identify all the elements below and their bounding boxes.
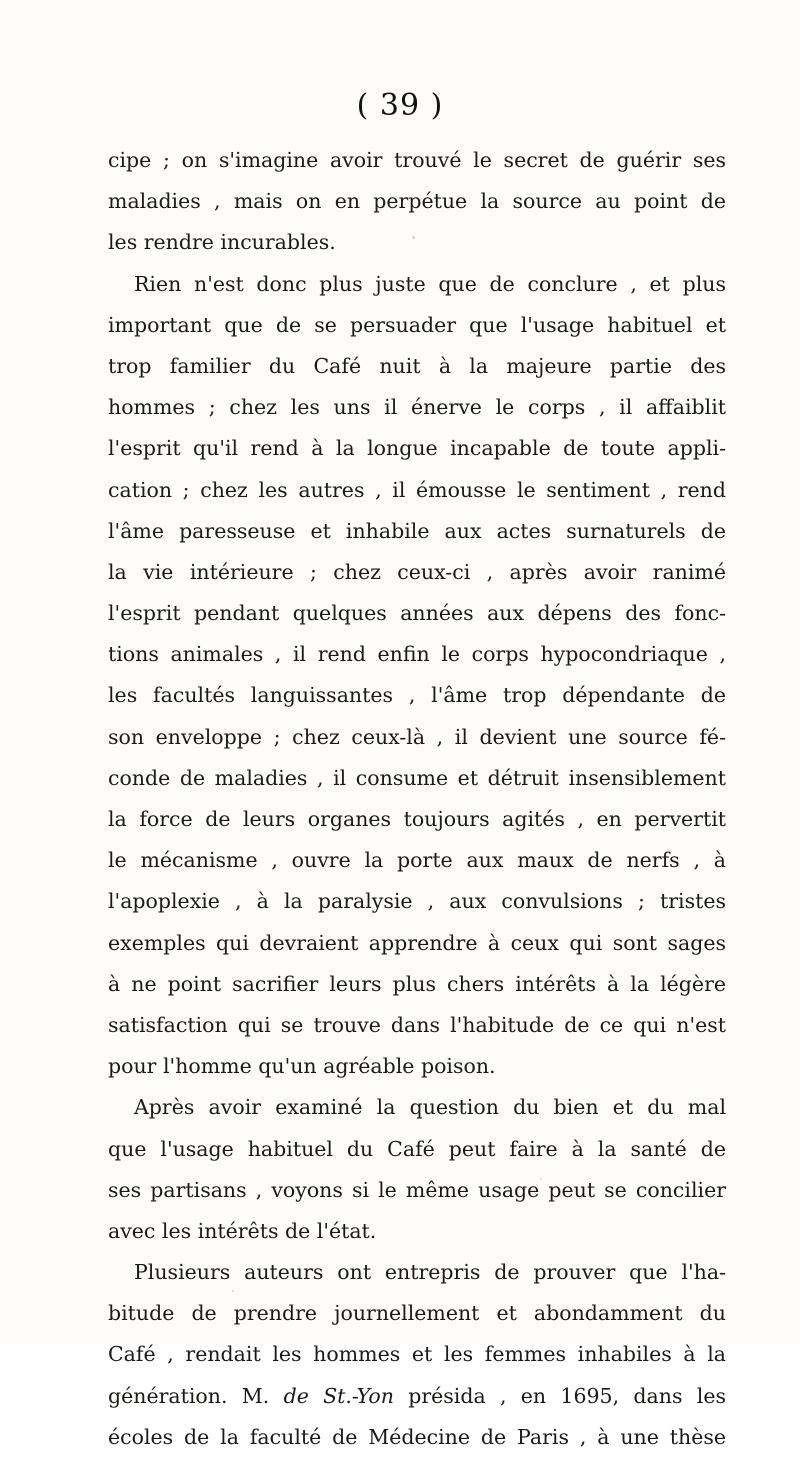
text-segment: génération. M. — [108, 1383, 284, 1408]
text-line: satisfaction qui se trouve dans l'habitude de ce qui n'est — [108, 1012, 726, 1037]
text-line: trop familier du Café nuit à la majeure partie des — [108, 353, 726, 378]
text-line: tions animales , il rend enfin le corps hypocondriaque , — [108, 642, 726, 667]
text-line: Après avoir examiné la question du bien et du mal — [134, 1095, 726, 1120]
text-line: avec les intérêts de l'état. — [108, 1218, 377, 1243]
text-line: maladies , mais on en perpétue la source au point de — [108, 189, 726, 214]
page-number: ( 39 ) — [356, 88, 444, 123]
paragraph — [108, 264, 726, 1088]
paragraph — [108, 1087, 726, 1252]
text-line: important que de se persuader que l'usage habituel et — [108, 312, 726, 337]
text-line: le mécanisme , ouvre la porte aux maux de nerfs , à — [108, 848, 726, 873]
paper-speck — [232, 1290, 234, 1292]
text-line: l'esprit qu'il rend à la longue incapable de toute appli- — [108, 436, 726, 461]
text-line — [108, 1376, 726, 1417]
text-line: Café , rendait les hommes et les femmes inhabiles à la — [108, 1342, 726, 1367]
text-line: son enveloppe ; chez ceux-là , il devient une source fé- — [108, 724, 726, 749]
text-line: pour l'homme qu'un agréable poison. — [108, 1054, 496, 1079]
text-line: cation ; chez les autres , il émousse le sentiment , rend — [108, 477, 726, 502]
text-line: la force de leurs organes toujours agités , en pervertit — [108, 807, 726, 831]
text-line: Plusieurs auteurs ont entrepris de prouver que l'ha- — [134, 1260, 726, 1285]
text-line: les facultés languissantes , l'âme trop dépendante de — [108, 683, 726, 708]
text-line: l'esprit pendant quelques années aux dépens des fonc- — [108, 601, 726, 626]
text-segment: présida , en 1695, dans les — [393, 1383, 726, 1408]
text-line: la vie intérieure ; chez ceux-ci , après avoir ranimé — [108, 559, 726, 584]
paragraph — [108, 1252, 726, 1458]
text-line: l'âme paresseuse et inhabile aux actes surnaturels de — [108, 518, 726, 543]
paragraph — [108, 140, 726, 264]
body-text — [108, 140, 726, 1458]
text-line: ses partisans , voyons si le même usage peut se concilier — [108, 1177, 726, 1202]
text-line: bitude de prendre journellement et abondamment du — [108, 1301, 726, 1326]
paper-speck — [540, 1178, 542, 1180]
text-line: que l'usage habituel du Café peut faire à la santé de — [108, 1136, 726, 1161]
text-line: à ne point sacrifier leurs plus chers intérêts à la légère — [108, 971, 726, 996]
text-line: les rendre incurables. — [108, 230, 336, 255]
italic-name: de St.-Yon — [283, 1383, 394, 1408]
text-line: hommes ; chez les uns il énerve le corps , il affaiblit — [108, 395, 726, 420]
text-line: exemples qui devraient apprendre à ceux qui sont sages — [108, 930, 726, 955]
text-line: Rien n'est donc plus juste que de conclure , et plus — [134, 271, 726, 296]
text-line: conde de maladies , il consume et détruit insensiblement — [108, 765, 726, 790]
text-line: écoles de la faculté de Médecine de Paris , à une thèse — [108, 1424, 726, 1449]
text-line: l'apoplexie , à la paralysie , aux convulsions ; tristes — [108, 889, 726, 914]
paper-speck — [412, 236, 415, 239]
text-line: cipe ; on s'imagine avoir trouvé le secret de guérir ses — [108, 148, 726, 172]
